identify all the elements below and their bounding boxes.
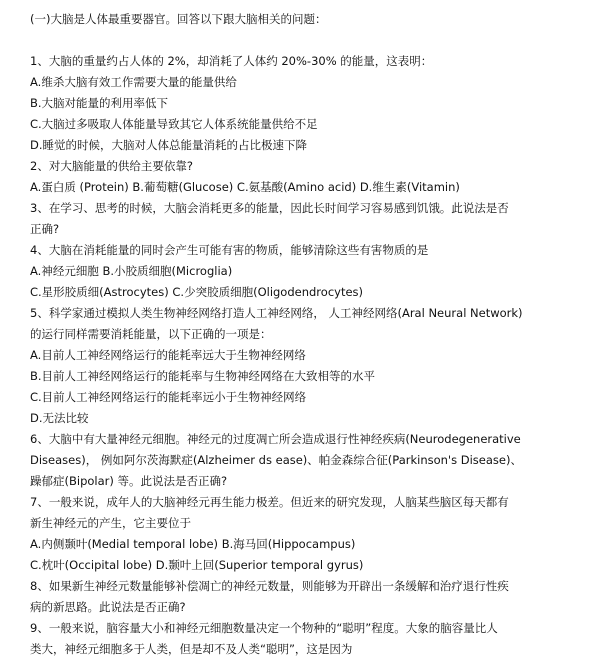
question-stem-line: 类大，神经元细胞多于人类，但是却不及人类“聪明”，这是因为 <box>30 642 353 656</box>
option-line: D.睡觉的时候，大脑对人体总能量消耗的占比极速下降 <box>30 138 308 152</box>
question-9 <box>30 621 586 657</box>
question-stem-line: 3、在学习、思考的时候，大脑会消耗更多的能量，因此长时间学习容易感到饥饿。此说法是否 <box>30 201 509 215</box>
question-stem-line: Diseases)， 例如阿尔茨海默症(Alzheimer ds ease)、帕金森综合征(Parkinson's Disease)、 <box>30 453 522 467</box>
question-stem: 4、大脑在消耗能量的同时会产生可能有害的物质，能够清除这些有害物质的是 <box>30 243 429 257</box>
question-2 <box>30 159 586 195</box>
option-line: C.大脑过多吸取人体能量导致其它人体系统能量供给不足 <box>30 117 318 131</box>
question-6 <box>30 432 586 489</box>
option-line: B.目前人工神经网络运行的能耗率与生物神经网络在大致相等的水平 <box>30 369 376 383</box>
question-stem-line: 的运行同样需要消耗能量，以下正确的一项是： <box>30 327 272 341</box>
option-line: C.枕叶(Occipital lobe) D.颞叶上回(Superior temporal gyrus) <box>30 558 364 572</box>
question-4 <box>30 243 586 300</box>
option-line: C.星形胶质细(Astrocytes) C.少突胶质细胞(Oligodendrocytes) <box>30 285 364 299</box>
question-stem-line: 7、一般来说，成年人的大脑神经元再生能力极差。但近来的研究发现，人脑某些脑区每天都有 <box>30 495 509 509</box>
option-line: A.目前人工神经网络运行的能耗率远大于生物神经网络 <box>30 348 306 362</box>
option-line: A.维杀大脑有效工作需要大量的能量供给 <box>30 75 237 89</box>
question-stem-line: 9、一般来说，脑容量大小和神经元细胞数量决定一个物种的“聪明”程度。大象的脑容量比人 <box>30 621 498 635</box>
option-line: A.内侧颞叶(Medial temporal lobe) B.海马回(Hippocampus) <box>30 537 356 551</box>
option-line: C.目前人工神经网络运行的能耗率远小于生物神经网络 <box>30 390 307 404</box>
question-8 <box>30 579 586 615</box>
question-7 <box>30 495 586 573</box>
question-stem-line: 8、如果新生神经元数量能够补偿凋亡的神经元数量，则能够为开辟出一条缓解和治疗退行性疾 <box>30 579 509 593</box>
option-line: A.神经元细胞 B.小胶质细胞(Microglia) <box>30 264 233 278</box>
question-stem-line: 新生神经元的产生，它主要位于 <box>30 516 191 530</box>
section-intro: (一)大脑是人体最重要器官。回答以下跟大脑相关的问题： <box>30 12 327 26</box>
question-stem: 2、对大脑能量的供给主要依靠? <box>30 159 193 173</box>
question-5 <box>30 306 586 426</box>
question-stem-line: 病的新思路。此说法是否正确? <box>30 600 186 614</box>
option-line: D.无法比较 <box>30 411 89 425</box>
question-stem-line: 5、科学家通过模拟人类生物神经网络打造人工神经网络， 人工神经网络(Aral Neural Network) <box>30 306 523 320</box>
question-1 <box>30 54 586 153</box>
question-stem-line: 躁郁症(Bipolar) 等。此说法是否正确? <box>30 474 228 488</box>
option-line: A.蛋白质 (Protein) B.葡萄糖(Glucose) C.氨基酸(Amino acid) D.维生素(Vitamin) <box>30 180 460 194</box>
question-stem-line: 6、大脑中有大量神经元细胞。神经元的过度凋亡所会造成退行性神经疾病(Neurodegenerative <box>30 432 521 446</box>
question-stem: 1、大脑的重量约占人体的 2%，却消耗了人体约 20%-30% 的能量，这表明： <box>30 54 433 68</box>
question-stem-line: 正确? <box>30 222 60 236</box>
option-line: B.大脑对能量的利用率低下 <box>30 96 169 110</box>
question-3 <box>30 201 586 237</box>
